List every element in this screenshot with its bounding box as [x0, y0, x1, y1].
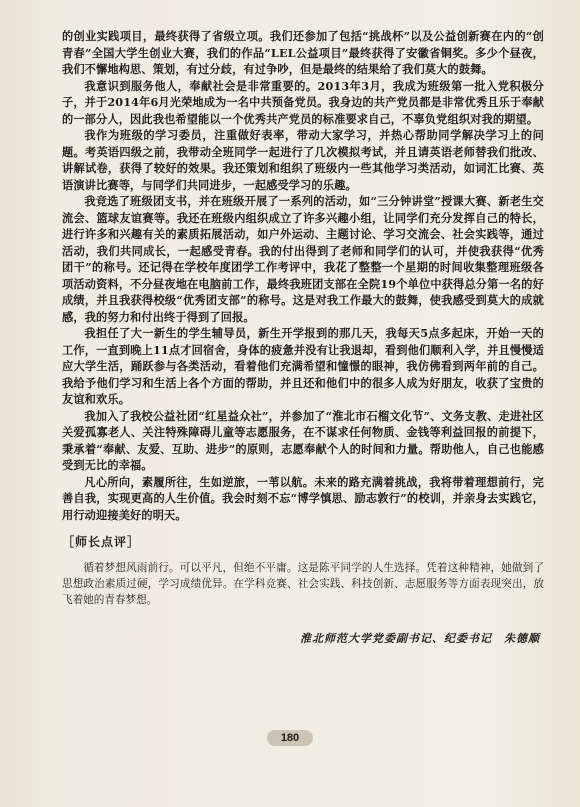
page-number: 180 — [267, 730, 313, 746]
paragraph-1: 的创业实践项目，最终获得了省级立项。我们还参加了包括“挑战杯”以及公益创新赛在内的“创青春”全国大学生创业大赛，我们的作品“LEL公益项目”最终获得了安徽省铜奖。多少个昼夜，我们不懈地构思、策划，有过分歧，有过争吵，但是最终的结果给了我们莫大的鼓舞。 — [62, 29, 544, 76]
paragraph-3: 我作为班级的学习委员，注重做好表率，带动大家学习，并热心帮助同学解决学习上的问题。考英语四级之前，我带动全班同学一起进行了几次模拟考试，并且请英语老师替我们批改、讲解试卷，获得了较好的效果。我还策划和组织了班级内一些其他学习类活动，如词汇比赛、英语演讲比赛等，与同学们共同进步，一起感受学习的乐趣。 — [62, 128, 544, 192]
paragraph-4: 我竞选了班级团支书，并在班级开展了一系列的活动，如“三分钟讲堂”授课大赛、新老生交流会、篮球友谊赛等。我还在班级内组织成立了许多兴趣小组，让同学们充分发挥自己的特长，进行许多和兴趣有关的素质拓展活动，如户外运动、主题讨论、学习交流会、社会实践等，通过活动，我们共同成长，一起感受青春。我的付出得到了老师和同学们的认可，并使我获得“优秀团干”的称号。还记得在学校年度团学工作考评中，我花了整整一个星期的时间收集整理班级各项活动资料，不分昼夜地在电脑前工作，最终我班团支部在全院19个单位中获得总分第一名的好成绩，并且我获得校级“优秀团支部”的称号。这是对我工作最大的鼓舞，使我感受到莫大的成就感，我的努力和付出终于得到了回报。 — [62, 194, 544, 324]
paragraph-5: 我担任了大一新生的学生辅导员，新生开学报到的那几天，我每天5点多起床，开始一天的工作，一直到晚上11点才回宿舍，身体的疲惫并没有让我退却，看到他们顺利入学，并且慢慢适应大学生活，踊跃参与各类活动，看着他们充满希望和憧憬的眼神，我仿佛看到两年前的自己。我给予他们学习和生活上各个方面的帮助，并且还和他们中的很多人成为好朋友，收获了宝贵的友谊和欢乐。 — [62, 326, 544, 406]
teacher-comment — [62, 560, 544, 608]
paragraph-2: 我意识到服务他人，奉献社会是非常重要的。2013年3月，我成为班级第一批入党积极分子，并于2014年6月光荣地成为一名中共预备党员。我身边的共产党员都是非常优秀且乐于奉献的一部分人，因此我也希望能以一个优秀共产党员的标准要求自己，不辜负党组织对我的期望。 — [62, 78, 544, 126]
comment-text: 循着梦想风雨前行。可以平凡，但绝不平庸。这是陈平同学的人生选择。凭着这种精神，她做到了思想政治素质过硬，学习成绩优异。在学科竞赛、社会实践、科技创新、志愿服务等方面表现突出，放飞着她的青春梦想。 — [62, 562, 544, 606]
essay-body — [62, 28, 544, 523]
comment-heading: ［师长点评］ — [62, 535, 141, 549]
paragraph-7: 凡心所向，素履所往，生如逆旅，一苇以航。未来的路充满着挑战，我将带着理想前行，完善自我，实现更高的人生价值。我会时刻不忘“博学慎思、励志敦行”的校训，并亲身去实践它，用行动迎接美好的明天。 — [62, 474, 544, 522]
signature: 淮北师范大学党委副书记、纪委书记 朱德顺 — [300, 632, 540, 645]
paragraph-6: 我加入了我校公益社团“红星益众社”，并参加了“淮北市石榴文化节”、文务支教、走进社区关爱孤寡老人、关注特殊障碍儿童等志愿服务，在不谋求任何物质、金钱等利益回报的前提下，秉承着“奉献、友爱、互助、进步”的原则，志愿奉献个人的时间和力量。帮助他人，自己也能感受到无比的幸福。 — [62, 408, 544, 472]
